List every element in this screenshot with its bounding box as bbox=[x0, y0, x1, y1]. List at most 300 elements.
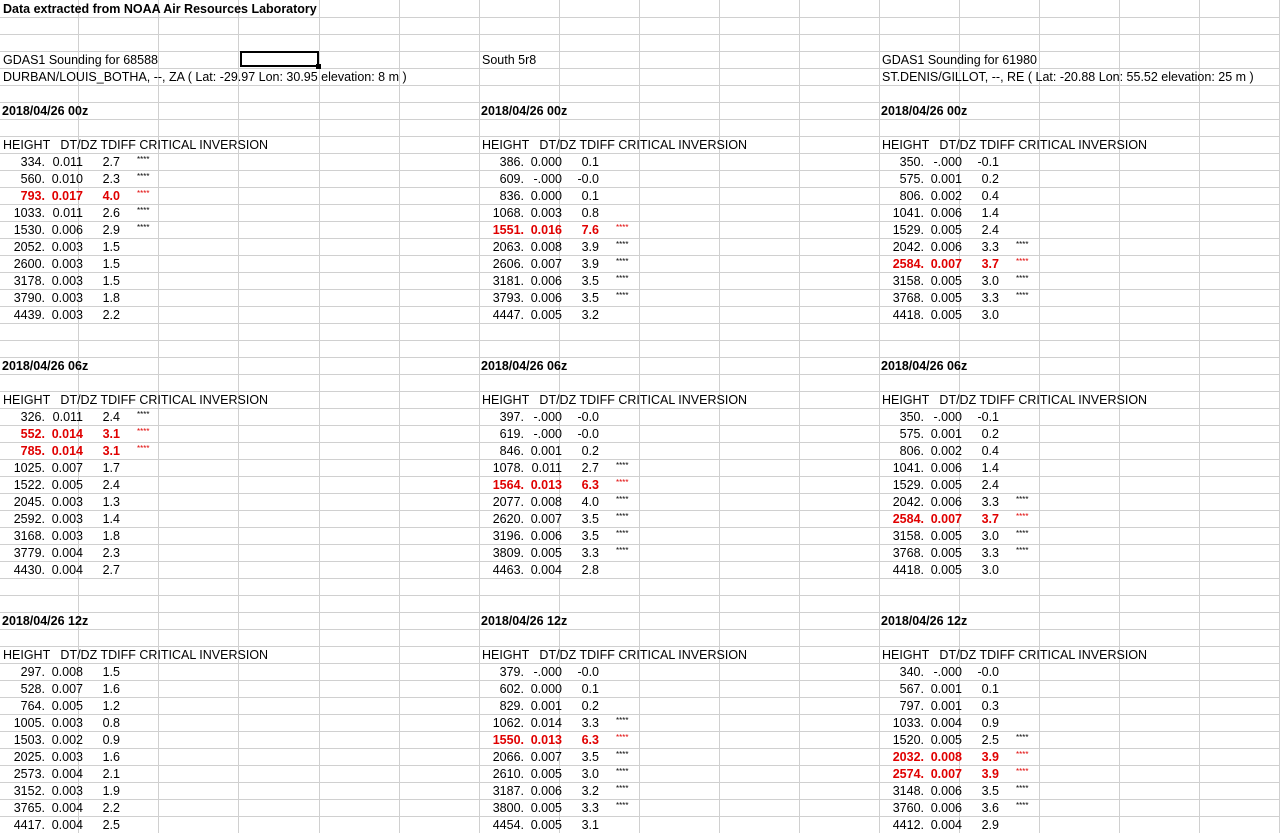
tdiff-value: 3.7 bbox=[981, 512, 999, 526]
height-value: 1062. bbox=[492, 716, 524, 730]
dtdz-value: 0.005 bbox=[930, 478, 962, 492]
height-value: 2052. bbox=[13, 240, 45, 254]
tdiff-value: 4.0 bbox=[102, 189, 120, 203]
tdiff-value: 3.2 bbox=[581, 784, 599, 798]
tdiff-value: 3.7 bbox=[981, 257, 999, 271]
tdiff-value: 3.3 bbox=[981, 495, 999, 509]
critical-inversion-flag: **** bbox=[616, 529, 629, 538]
height-value: 2032. bbox=[892, 750, 924, 764]
tdiff-value: -0.1 bbox=[977, 410, 999, 424]
tdiff-value: 2.7 bbox=[102, 155, 120, 169]
critical-inversion-flag: **** bbox=[616, 512, 629, 521]
height-value: 2573. bbox=[13, 767, 45, 781]
height-value: 3779. bbox=[13, 546, 45, 560]
tdiff-value: 1.4 bbox=[102, 512, 120, 526]
height-value: 2063. bbox=[492, 240, 524, 254]
critical-inversion-flag: **** bbox=[1016, 240, 1029, 249]
tdiff-value: 0.1 bbox=[581, 155, 599, 169]
tdiff-value: -0.1 bbox=[977, 155, 999, 169]
critical-inversion-flag: **** bbox=[616, 801, 629, 810]
dtdz-value: -.000 bbox=[933, 155, 962, 169]
tdiff-value: 0.8 bbox=[102, 716, 120, 730]
critical-inversion-flag: **** bbox=[616, 716, 629, 725]
height-value: 4430. bbox=[13, 563, 45, 577]
dtdz-value: 0.006 bbox=[51, 223, 83, 237]
height-value: 3158. bbox=[892, 274, 924, 288]
tdiff-value: 3.0 bbox=[981, 563, 999, 577]
tdiff-value: 3.9 bbox=[581, 240, 599, 254]
dtdz-value: 0.001 bbox=[930, 699, 962, 713]
dtdz-value: 0.005 bbox=[930, 291, 962, 305]
tdiff-value: 6.3 bbox=[581, 733, 599, 747]
tdiff-value: 2.5 bbox=[981, 733, 999, 747]
tdiff-value: 1.6 bbox=[102, 682, 120, 696]
dtdz-value: 0.005 bbox=[930, 223, 962, 237]
station-heading: GDAS1 Sounding for 68588 bbox=[3, 53, 158, 67]
height-value: 528. bbox=[20, 682, 45, 696]
tdiff-value: 3.9 bbox=[981, 750, 999, 764]
dtdz-value: 0.008 bbox=[530, 240, 562, 254]
tdiff-value: 3.0 bbox=[581, 767, 599, 781]
tdiff-value: 3.3 bbox=[581, 801, 599, 815]
critical-inversion-flag: **** bbox=[137, 155, 150, 164]
tdiff-value: -0.0 bbox=[977, 665, 999, 679]
tdiff-value: 3.0 bbox=[981, 308, 999, 322]
tdiff-value: 0.8 bbox=[581, 206, 599, 220]
tdiff-value: 1.4 bbox=[981, 206, 999, 220]
tdiff-value: 0.3 bbox=[981, 699, 999, 713]
tdiff-value: 3.1 bbox=[102, 427, 120, 441]
height-value: 2600. bbox=[13, 257, 45, 271]
dtdz-value: 0.005 bbox=[530, 308, 562, 322]
sounding-time-label: 2018/04/26 00z bbox=[881, 104, 968, 118]
dtdz-value: 0.006 bbox=[930, 495, 962, 509]
dtdz-value: 0.006 bbox=[530, 274, 562, 288]
critical-inversion-flag: **** bbox=[616, 546, 629, 555]
dtdz-value: 0.004 bbox=[51, 818, 83, 832]
dtdz-value: 0.004 bbox=[51, 546, 83, 560]
dtdz-value: 0.014 bbox=[51, 427, 83, 441]
height-value: 3760. bbox=[892, 801, 924, 815]
height-value: 1033. bbox=[892, 716, 924, 730]
sounding-time-label: 2018/04/26 00z bbox=[2, 104, 89, 118]
critical-inversion-flag: **** bbox=[1016, 784, 1029, 793]
height-value: 3181. bbox=[492, 274, 524, 288]
tdiff-value: 0.9 bbox=[102, 733, 120, 747]
height-value: 4447. bbox=[492, 308, 524, 322]
height-value: 1530. bbox=[13, 223, 45, 237]
tdiff-value: 2.9 bbox=[981, 818, 999, 832]
tdiff-value: 7.6 bbox=[581, 223, 599, 237]
column-header-row: HEIGHT DT/DZ TDIFF CRITICAL INVERSION bbox=[482, 648, 748, 662]
critical-inversion-flag: **** bbox=[1016, 750, 1029, 759]
critical-inversion-flag: **** bbox=[1016, 529, 1029, 538]
height-value: 2042. bbox=[892, 495, 924, 509]
tdiff-value: 3.2 bbox=[581, 308, 599, 322]
height-value: 3765. bbox=[13, 801, 45, 815]
tdiff-value: 1.8 bbox=[102, 529, 120, 543]
critical-inversion-flag: **** bbox=[616, 291, 629, 300]
height-value: 575. bbox=[899, 172, 924, 186]
dtdz-value: 0.008 bbox=[51, 665, 83, 679]
dtdz-value: 0.003 bbox=[51, 529, 83, 543]
dtdz-value: 0.003 bbox=[51, 495, 83, 509]
tdiff-value: 3.1 bbox=[581, 818, 599, 832]
height-value: 764. bbox=[20, 699, 45, 713]
tdiff-value: 3.1 bbox=[102, 444, 120, 458]
tdiff-value: 3.5 bbox=[581, 750, 599, 764]
height-value: 3196. bbox=[492, 529, 524, 543]
dtdz-value: 0.011 bbox=[52, 410, 83, 424]
critical-inversion-flag: **** bbox=[616, 733, 629, 742]
dtdz-value: 0.013 bbox=[530, 733, 562, 747]
dtdz-value: 0.003 bbox=[530, 206, 562, 220]
height-value: 334. bbox=[20, 155, 45, 169]
height-value: 1520. bbox=[892, 733, 924, 747]
height-value: 397. bbox=[499, 410, 524, 424]
critical-inversion-flag: **** bbox=[137, 223, 150, 232]
dtdz-value: 0.003 bbox=[51, 274, 83, 288]
critical-inversion-flag: **** bbox=[137, 172, 150, 181]
tdiff-value: 0.2 bbox=[981, 427, 999, 441]
height-value: 1041. bbox=[892, 461, 924, 475]
sounding-time-label: 2018/04/26 12z bbox=[481, 614, 568, 628]
dtdz-value: 0.006 bbox=[530, 291, 562, 305]
sounding-time-label: 2018/04/26 12z bbox=[2, 614, 89, 628]
fill-handle[interactable] bbox=[316, 64, 321, 69]
height-value: 797. bbox=[899, 699, 924, 713]
height-value: 4454. bbox=[492, 818, 524, 832]
tdiff-value: 1.5 bbox=[102, 240, 120, 254]
dtdz-value: 0.003 bbox=[51, 308, 83, 322]
height-value: 2584. bbox=[892, 512, 924, 526]
dtdz-value: 0.005 bbox=[930, 546, 962, 560]
height-value: 1041. bbox=[892, 206, 924, 220]
tdiff-value: 0.2 bbox=[981, 172, 999, 186]
sounding-time-label: 2018/04/26 06z bbox=[2, 359, 89, 373]
critical-inversion-flag: **** bbox=[616, 257, 629, 266]
dtdz-value: 0.000 bbox=[530, 682, 562, 696]
tdiff-value: 1.5 bbox=[102, 257, 120, 271]
dtdz-value: 0.005 bbox=[51, 478, 83, 492]
critical-inversion-flag: **** bbox=[1016, 546, 1029, 555]
height-value: 560. bbox=[20, 172, 45, 186]
tdiff-value: 1.6 bbox=[102, 750, 120, 764]
height-value: 552. bbox=[20, 427, 45, 441]
dtdz-value: 0.017 bbox=[51, 189, 83, 203]
height-value: 3152. bbox=[13, 784, 45, 798]
critical-inversion-flag: **** bbox=[616, 767, 629, 776]
critical-inversion-flag: **** bbox=[616, 478, 629, 487]
dtdz-value: 0.001 bbox=[930, 682, 962, 696]
tdiff-value: 0.9 bbox=[981, 716, 999, 730]
tdiff-value: 1.8 bbox=[102, 291, 120, 305]
height-value: 340. bbox=[899, 665, 924, 679]
dtdz-value: 0.007 bbox=[51, 682, 83, 696]
tdiff-value: -0.0 bbox=[577, 427, 599, 441]
height-value: 350. bbox=[899, 410, 924, 424]
height-value: 3158. bbox=[892, 529, 924, 543]
dtdz-value: 0.014 bbox=[51, 444, 83, 458]
dtdz-value: 0.004 bbox=[51, 563, 83, 577]
dtdz-value: 0.007 bbox=[51, 461, 83, 475]
critical-inversion-flag: **** bbox=[1016, 291, 1029, 300]
height-value: 1522. bbox=[13, 478, 45, 492]
column-header-row: HEIGHT DT/DZ TDIFF CRITICAL INVERSION bbox=[3, 393, 269, 407]
tdiff-value: 2.4 bbox=[102, 410, 120, 424]
tdiff-value: 0.4 bbox=[981, 189, 999, 203]
tdiff-value: 1.4 bbox=[981, 461, 999, 475]
dtdz-value: 0.013 bbox=[530, 478, 562, 492]
height-value: 785. bbox=[20, 444, 45, 458]
height-value: 1551. bbox=[492, 223, 524, 237]
dtdz-value: 0.008 bbox=[530, 495, 562, 509]
dtdz-value: 0.006 bbox=[530, 529, 562, 543]
dtdz-value: 0.010 bbox=[51, 172, 83, 186]
height-value: 1564. bbox=[492, 478, 524, 492]
tdiff-value: 3.6 bbox=[981, 801, 999, 815]
height-value: 609. bbox=[499, 172, 524, 186]
dtdz-value: 0.004 bbox=[51, 767, 83, 781]
tdiff-value: 2.8 bbox=[581, 563, 599, 577]
dtdz-value: -.000 bbox=[533, 427, 562, 441]
dtdz-value: 0.003 bbox=[51, 291, 83, 305]
tdiff-value: 1.7 bbox=[102, 461, 120, 475]
column-header-row: HEIGHT DT/DZ TDIFF CRITICAL INVERSION bbox=[882, 393, 1148, 407]
tdiff-value: 2.2 bbox=[102, 308, 120, 322]
dtdz-value: 0.006 bbox=[930, 784, 962, 798]
tdiff-value: 4.0 bbox=[581, 495, 599, 509]
height-value: 4418. bbox=[892, 563, 924, 577]
critical-inversion-flag: **** bbox=[137, 444, 150, 453]
dtdz-value: -.000 bbox=[933, 665, 962, 679]
tdiff-value: -0.0 bbox=[577, 410, 599, 424]
critical-inversion-flag: **** bbox=[616, 750, 629, 759]
dtdz-value: 0.004 bbox=[530, 563, 562, 577]
critical-inversion-flag: **** bbox=[616, 274, 629, 283]
height-value: 2025. bbox=[13, 750, 45, 764]
critical-inversion-flag: **** bbox=[137, 427, 150, 436]
tdiff-value: 0.1 bbox=[581, 189, 599, 203]
tdiff-value: 0.1 bbox=[981, 682, 999, 696]
tdiff-value: 3.0 bbox=[981, 274, 999, 288]
height-value: 2610. bbox=[492, 767, 524, 781]
height-value: 1025. bbox=[13, 461, 45, 475]
tdiff-value: 2.4 bbox=[102, 478, 120, 492]
critical-inversion-flag: **** bbox=[137, 189, 150, 198]
height-value: 3148. bbox=[892, 784, 924, 798]
critical-inversion-flag: **** bbox=[616, 223, 629, 232]
column-header-row: HEIGHT DT/DZ TDIFF CRITICAL INVERSION bbox=[882, 648, 1148, 662]
tdiff-value: 2.2 bbox=[102, 801, 120, 815]
dtdz-value: 0.003 bbox=[51, 257, 83, 271]
height-value: 567. bbox=[899, 682, 924, 696]
active-cell-selection[interactable] bbox=[240, 51, 319, 67]
tdiff-value: 1.2 bbox=[102, 699, 120, 713]
height-value: 3800. bbox=[492, 801, 524, 815]
height-value: 1503. bbox=[13, 733, 45, 747]
column-header-row: HEIGHT DT/DZ TDIFF CRITICAL INVERSION bbox=[3, 648, 269, 662]
dtdz-value: 0.011 bbox=[52, 155, 83, 169]
dtdz-value: 0.002 bbox=[930, 444, 962, 458]
critical-inversion-flag: **** bbox=[1016, 767, 1029, 776]
sheet-title: Data extracted from NOAA Air Resources Laboratory bbox=[3, 2, 317, 16]
critical-inversion-flag: **** bbox=[616, 461, 629, 470]
critical-inversion-flag: **** bbox=[137, 410, 150, 419]
critical-inversion-flag: **** bbox=[1016, 257, 1029, 266]
dtdz-value: 0.008 bbox=[930, 750, 962, 764]
height-value: 386. bbox=[499, 155, 524, 169]
height-value: 1005. bbox=[13, 716, 45, 730]
dtdz-value: 0.003 bbox=[51, 240, 83, 254]
dtdz-value: 0.001 bbox=[530, 699, 562, 713]
tdiff-value: 3.5 bbox=[581, 529, 599, 543]
height-value: 2574. bbox=[892, 767, 924, 781]
height-value: 793. bbox=[20, 189, 45, 203]
tdiff-value: 1.9 bbox=[102, 784, 120, 798]
dtdz-value: 0.007 bbox=[930, 257, 962, 271]
dtdz-value: 0.003 bbox=[51, 716, 83, 730]
height-value: 846. bbox=[499, 444, 524, 458]
tdiff-value: 2.4 bbox=[981, 478, 999, 492]
tdiff-value: 2.3 bbox=[102, 546, 120, 560]
dtdz-value: 0.011 bbox=[52, 206, 83, 220]
tdiff-value: 3.9 bbox=[981, 767, 999, 781]
tdiff-value: 0.2 bbox=[581, 444, 599, 458]
sounding-time-label: 2018/04/26 00z bbox=[481, 104, 568, 118]
tdiff-value: 3.3 bbox=[581, 546, 599, 560]
dtdz-value: 0.005 bbox=[930, 308, 962, 322]
station-location: ST.DENIS/GILLOT, --, RE ( Lat: -20.88 Lon: 55.52 elevation: 25 m ) bbox=[882, 70, 1254, 84]
height-value: 3168. bbox=[13, 529, 45, 543]
dtdz-value: 0.005 bbox=[930, 733, 962, 747]
dtdz-value: 0.005 bbox=[530, 767, 562, 781]
height-value: 3790. bbox=[13, 291, 45, 305]
dtdz-value: 0.005 bbox=[930, 563, 962, 577]
dtdz-value: 0.007 bbox=[530, 512, 562, 526]
height-value: 575. bbox=[899, 427, 924, 441]
height-value: 836. bbox=[499, 189, 524, 203]
height-value: 2077. bbox=[492, 495, 524, 509]
dtdz-value: 0.005 bbox=[530, 801, 562, 815]
critical-inversion-flag: **** bbox=[137, 206, 150, 215]
station-heading: GDAS1 Sounding for 61980 bbox=[882, 53, 1037, 67]
dtdz-value: 0.003 bbox=[51, 784, 83, 798]
column-header-row: HEIGHT DT/DZ TDIFF CRITICAL INVERSION bbox=[482, 393, 748, 407]
tdiff-value: 2.3 bbox=[102, 172, 120, 186]
tdiff-value: 0.2 bbox=[581, 699, 599, 713]
station-location: DURBAN/LOUIS_BOTHA, --, ZA ( Lat: -29.97 Lon: 30.95 elevation: 8 m ) bbox=[3, 70, 407, 84]
dtdz-value: 0.002 bbox=[930, 189, 962, 203]
height-value: 1529. bbox=[892, 223, 924, 237]
critical-inversion-flag: **** bbox=[616, 784, 629, 793]
tdiff-value: -0.0 bbox=[577, 172, 599, 186]
tdiff-value: -0.0 bbox=[577, 665, 599, 679]
critical-inversion-flag: **** bbox=[616, 240, 629, 249]
height-value: 3793. bbox=[492, 291, 524, 305]
height-value: 326. bbox=[20, 410, 45, 424]
dtdz-value: 0.005 bbox=[530, 818, 562, 832]
dtdz-value: 0.014 bbox=[530, 716, 562, 730]
height-value: 1078. bbox=[492, 461, 524, 475]
column-header-row: HEIGHT DT/DZ TDIFF CRITICAL INVERSION bbox=[482, 138, 748, 152]
dtdz-value: 0.002 bbox=[51, 733, 83, 747]
height-value: 1550. bbox=[492, 733, 524, 747]
dtdz-value: 0.007 bbox=[930, 767, 962, 781]
critical-inversion-flag: **** bbox=[1016, 733, 1029, 742]
dtdz-value: 0.007 bbox=[530, 750, 562, 764]
column-header-row: HEIGHT DT/DZ TDIFF CRITICAL INVERSION bbox=[882, 138, 1148, 152]
height-value: 350. bbox=[899, 155, 924, 169]
height-value: 4439. bbox=[13, 308, 45, 322]
tdiff-value: 1.5 bbox=[102, 665, 120, 679]
height-value: 2620. bbox=[492, 512, 524, 526]
tdiff-value: 3.9 bbox=[581, 257, 599, 271]
dtdz-value: 0.001 bbox=[930, 427, 962, 441]
dtdz-value: 0.006 bbox=[930, 240, 962, 254]
height-value: 379. bbox=[499, 665, 524, 679]
tdiff-value: 3.5 bbox=[581, 274, 599, 288]
tdiff-value: 6.3 bbox=[581, 478, 599, 492]
dtdz-value: -.000 bbox=[533, 410, 562, 424]
height-value: 1033. bbox=[13, 206, 45, 220]
dtdz-value: 0.003 bbox=[51, 750, 83, 764]
tdiff-value: 2.4 bbox=[981, 223, 999, 237]
height-value: 829. bbox=[499, 699, 524, 713]
dtdz-value: 0.000 bbox=[530, 155, 562, 169]
dtdz-value: -.000 bbox=[533, 172, 562, 186]
critical-inversion-flag: **** bbox=[1016, 495, 1029, 504]
critical-inversion-flag: **** bbox=[1016, 801, 1029, 810]
station-heading: South 5r8 bbox=[482, 53, 537, 67]
height-value: 2584. bbox=[892, 257, 924, 271]
tdiff-value: 3.0 bbox=[981, 529, 999, 543]
tdiff-value: 3.3 bbox=[981, 240, 999, 254]
height-value: 806. bbox=[899, 444, 924, 458]
height-value: 806. bbox=[899, 189, 924, 203]
tdiff-value: 2.7 bbox=[102, 563, 120, 577]
column-header-row: HEIGHT DT/DZ TDIFF CRITICAL INVERSION bbox=[3, 138, 269, 152]
sounding-time-label: 2018/04/26 06z bbox=[881, 359, 968, 373]
dtdz-value: 0.011 bbox=[531, 461, 562, 475]
critical-inversion-flag: **** bbox=[1016, 512, 1029, 521]
critical-inversion-flag: **** bbox=[1016, 274, 1029, 283]
tdiff-value: 3.3 bbox=[981, 291, 999, 305]
dtdz-value: 0.005 bbox=[930, 529, 962, 543]
height-value: 3178. bbox=[13, 274, 45, 288]
tdiff-value: 3.5 bbox=[581, 512, 599, 526]
dtdz-value: 0.016 bbox=[530, 223, 562, 237]
height-value: 1068. bbox=[492, 206, 524, 220]
height-value: 2042. bbox=[892, 240, 924, 254]
height-value: 3768. bbox=[892, 291, 924, 305]
height-value: 602. bbox=[499, 682, 524, 696]
sounding-time-label: 2018/04/26 06z bbox=[481, 359, 568, 373]
dtdz-value: -.000 bbox=[533, 665, 562, 679]
dtdz-value: 0.000 bbox=[530, 189, 562, 203]
dtdz-value: 0.005 bbox=[530, 546, 562, 560]
height-value: 1529. bbox=[892, 478, 924, 492]
dtdz-value: 0.004 bbox=[930, 716, 962, 730]
dtdz-value: -.000 bbox=[933, 410, 962, 424]
dtdz-value: 0.003 bbox=[51, 512, 83, 526]
height-value: 4463. bbox=[492, 563, 524, 577]
dtdz-value: 0.006 bbox=[530, 784, 562, 798]
tdiff-value: 2.9 bbox=[102, 223, 120, 237]
dtdz-value: 0.007 bbox=[530, 257, 562, 271]
tdiff-value: 1.5 bbox=[102, 274, 120, 288]
height-value: 619. bbox=[499, 427, 524, 441]
